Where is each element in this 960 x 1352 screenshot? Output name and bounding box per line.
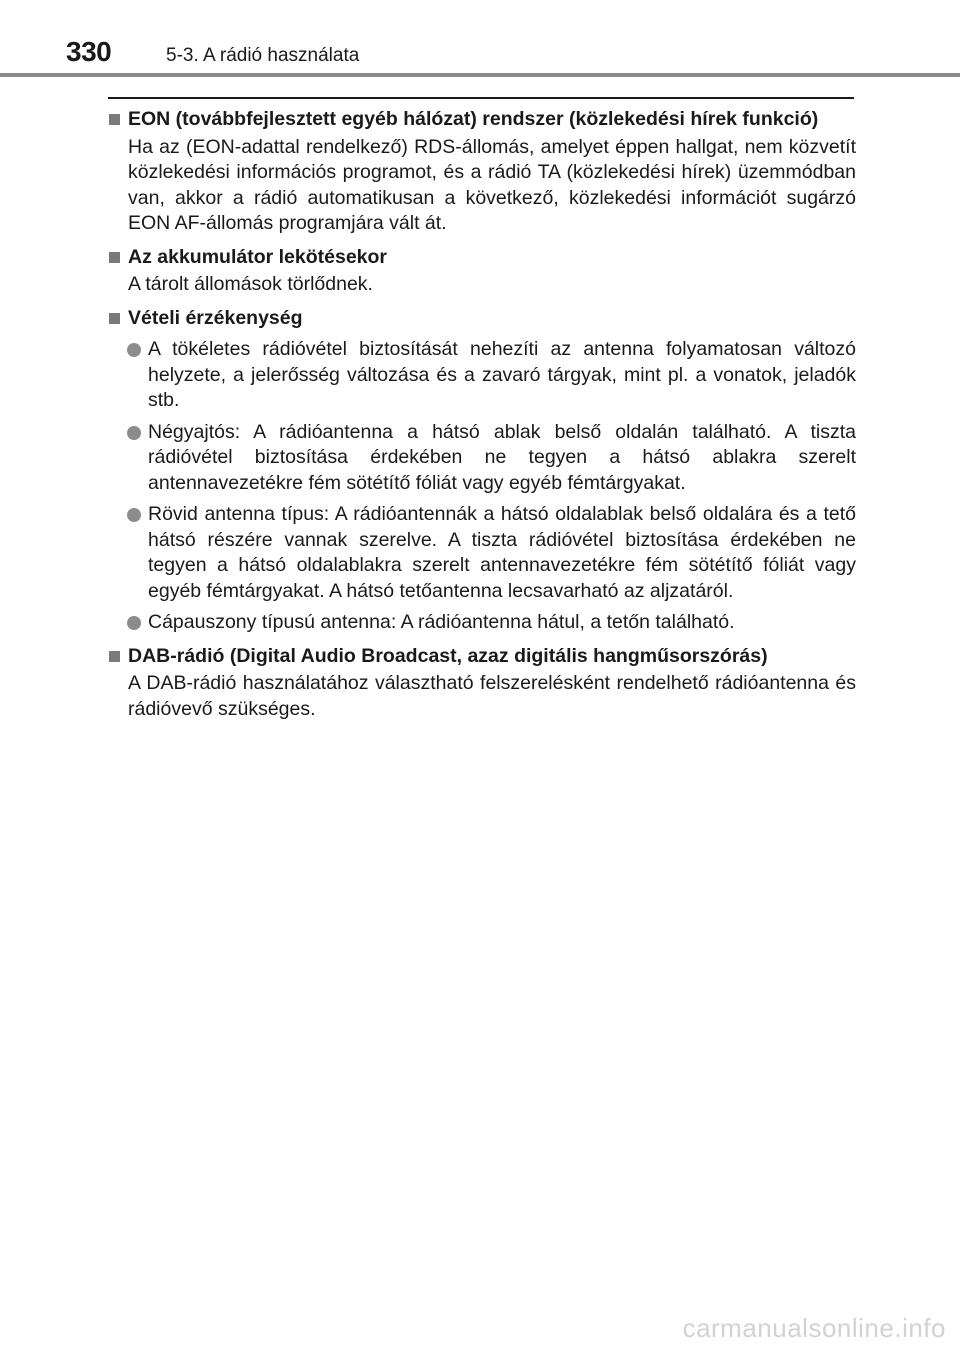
square-bullet-icon xyxy=(109,114,120,125)
section-heading-battery xyxy=(108,245,856,271)
page-number: 330 xyxy=(66,36,112,67)
section-title: 5-3. A rádió használata xyxy=(166,45,360,66)
section-heading-text: Vételi érzékenység xyxy=(128,306,303,329)
section-heading-reception xyxy=(108,306,856,332)
section-paragraph: A DAB-rádió használatához választható felszerelésként rendelhető rádióantenna és rádióvevő szükséges. xyxy=(128,672,856,720)
list-item-text: Négyajtós: A rádióantenna a hátsó ablak belső oldalán található. A tiszta rádióvétel biztosítása érdekében ne tegyen a hátsó ablakra szerelt antennavezetékre fém sötétítő fóliát vagy egyéb fémtárgyakat. xyxy=(148,420,856,494)
round-bullet-icon xyxy=(127,616,141,630)
section-heading-eon xyxy=(108,107,856,133)
square-bullet-icon xyxy=(109,252,120,263)
content-divider xyxy=(108,97,854,99)
page-content xyxy=(108,107,856,722)
section-heading-text: DAB-rádió (Digital Audio Broadcast, azaz digitális hangműsorszórás) xyxy=(128,644,768,667)
square-bullet-icon xyxy=(109,651,120,662)
section-paragraph: A tárolt állomások törlődnek. xyxy=(128,273,373,295)
section-paragraph: Ha az (EON-adattal rendelkező) RDS-állomás, amelyet éppen hallgat, nem közvetít közlekedési információs programot, és a rádió TA (közlekedési hírek) üzemmódban van, akkor a rádió automatikusan a következő, közlekedési információt sugárzó EON AF-állomás programjára vált át. xyxy=(128,135,856,234)
list-item-text: A tökéletes rádióvétel biztosítását nehezíti az antenna folyamatosan változó helyzete, a jelerősség változása és a zavaró tárgyak, mint pl. a vonatok, jeladók stb. xyxy=(148,338,856,411)
square-bullet-icon xyxy=(109,313,120,324)
page-header xyxy=(0,0,960,78)
list-item xyxy=(108,502,856,604)
round-bullet-icon xyxy=(127,426,141,440)
header-divider xyxy=(0,73,960,77)
list-item-text: Rövid antenna típus: A rádióantennák a hátsó oldalablak belső oldalára és a tető hátsó részére vannak szerelve. A tiszta rádióvétel biztosítása érdekében ne tegyen a hátsó oldalablakra szerelt antennavezetékre fém sötétítő fóliát vagy egyéb fémtárgyakat. A hátsó tetőantenna lecsavarható az aljzatáról. xyxy=(148,503,856,602)
section-heading-text: Az akkumulátor lekötésekor xyxy=(128,245,388,268)
section-heading-text: EON (továbbfejlesztett egyéb hálózat) rendszer (közlekedési hírek funkció) xyxy=(128,108,819,130)
watermark: carmanualsonline.info xyxy=(682,1313,946,1343)
section-heading-dab xyxy=(108,644,856,670)
list-item xyxy=(108,337,856,414)
list-item xyxy=(108,420,856,497)
round-bullet-icon xyxy=(127,343,141,357)
list-item xyxy=(108,610,856,636)
round-bullet-icon xyxy=(127,508,141,522)
list-item-text: Cápauszony típusú antenna: A rádióantenna hátul, a tetőn található. xyxy=(148,611,735,633)
